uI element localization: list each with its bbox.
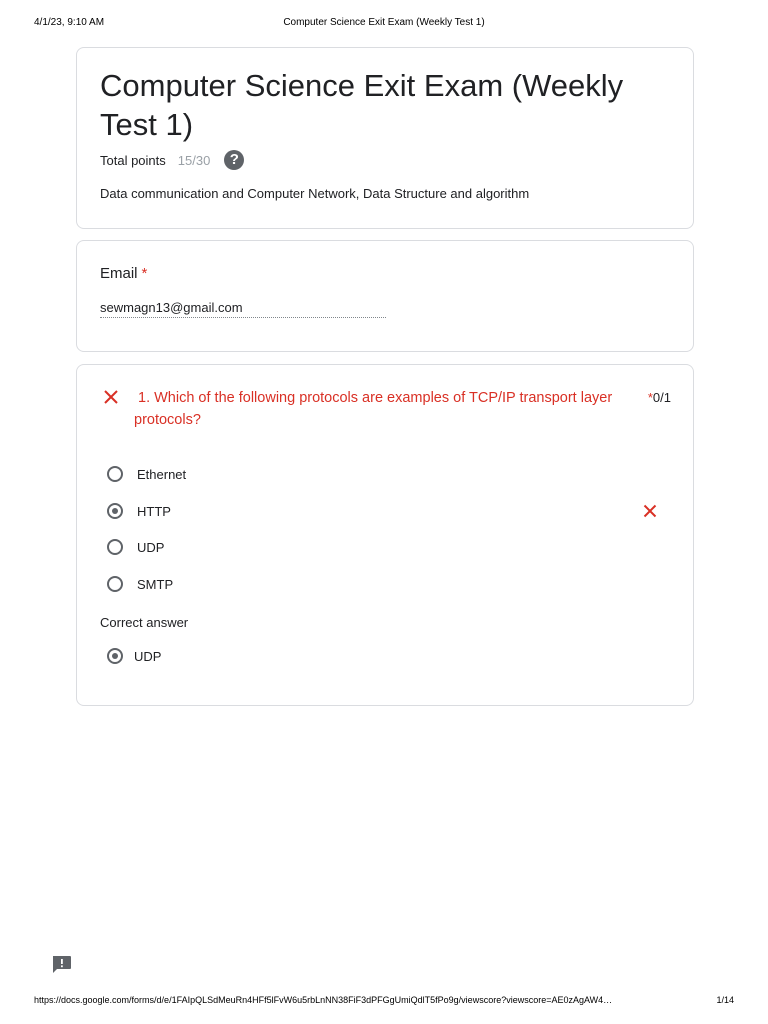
print-footer bbox=[34, 995, 734, 1009]
option-ethernet bbox=[107, 463, 186, 485]
page-number: 1/14 bbox=[716, 995, 734, 1005]
radio-button bbox=[107, 466, 123, 482]
required-star: * bbox=[647, 390, 653, 405]
close-icon bbox=[103, 389, 119, 405]
form-header-card bbox=[76, 47, 694, 229]
email-label-text: Email bbox=[100, 265, 138, 282]
print-header bbox=[34, 17, 734, 31]
radio-button-selected bbox=[107, 503, 123, 519]
total-points-label: Total points bbox=[100, 152, 166, 168]
radio-button-selected bbox=[107, 648, 123, 664]
question-points-value: 0/1 bbox=[652, 390, 671, 405]
print-title: Computer Science Exit Exam (Weekly Test 1) bbox=[283, 17, 485, 28]
option-label: HTTP bbox=[137, 503, 171, 519]
option-label: SMTP bbox=[137, 576, 174, 592]
email-label bbox=[100, 265, 147, 282]
correct-answer-title: Correct answer bbox=[100, 615, 189, 630]
correct-answer-label: UDP bbox=[134, 648, 162, 664]
question-text: 1. Which of the following protocols are examples of TCP/IP transport layer protocols? bbox=[134, 390, 613, 428]
option-label: UDP bbox=[137, 539, 165, 555]
radio-button bbox=[107, 576, 123, 592]
close-icon bbox=[643, 504, 657, 518]
correct-answer-option bbox=[107, 645, 161, 667]
radio-button bbox=[107, 539, 123, 555]
option-udp bbox=[107, 536, 164, 558]
feedback-icon[interactable] bbox=[51, 955, 72, 974]
email-card bbox=[76, 240, 694, 352]
email-field: sewmagn13@gmail.com bbox=[100, 300, 386, 318]
total-points-row bbox=[100, 148, 244, 172]
help-icon[interactable]: ? bbox=[224, 150, 244, 170]
form-title: Computer Science Exit Exam (Weekly Test 1) bbox=[100, 68, 624, 142]
footer-url: https://docs.google.com/forms/d/e/1FAIpQLSdMeuRn4HFf5lFvW6u5rbLnNN38FiF3dPFGgUmiQdlT5fPo9g/viewscore?viewscore=AE0zAgAW4… bbox=[34, 995, 613, 1005]
total-points-value: 15/30 bbox=[177, 152, 211, 168]
form-description: Data communication and Computer Network, Data Structure and algorithm bbox=[100, 186, 530, 201]
question-card bbox=[76, 364, 694, 706]
required-star: * bbox=[141, 265, 148, 282]
option-label: Ethernet bbox=[137, 466, 187, 482]
option-http bbox=[107, 500, 171, 522]
question-points bbox=[648, 390, 671, 405]
print-datetime: 4/1/23, 9:10 AM bbox=[34, 17, 105, 28]
option-smtp bbox=[107, 573, 173, 595]
